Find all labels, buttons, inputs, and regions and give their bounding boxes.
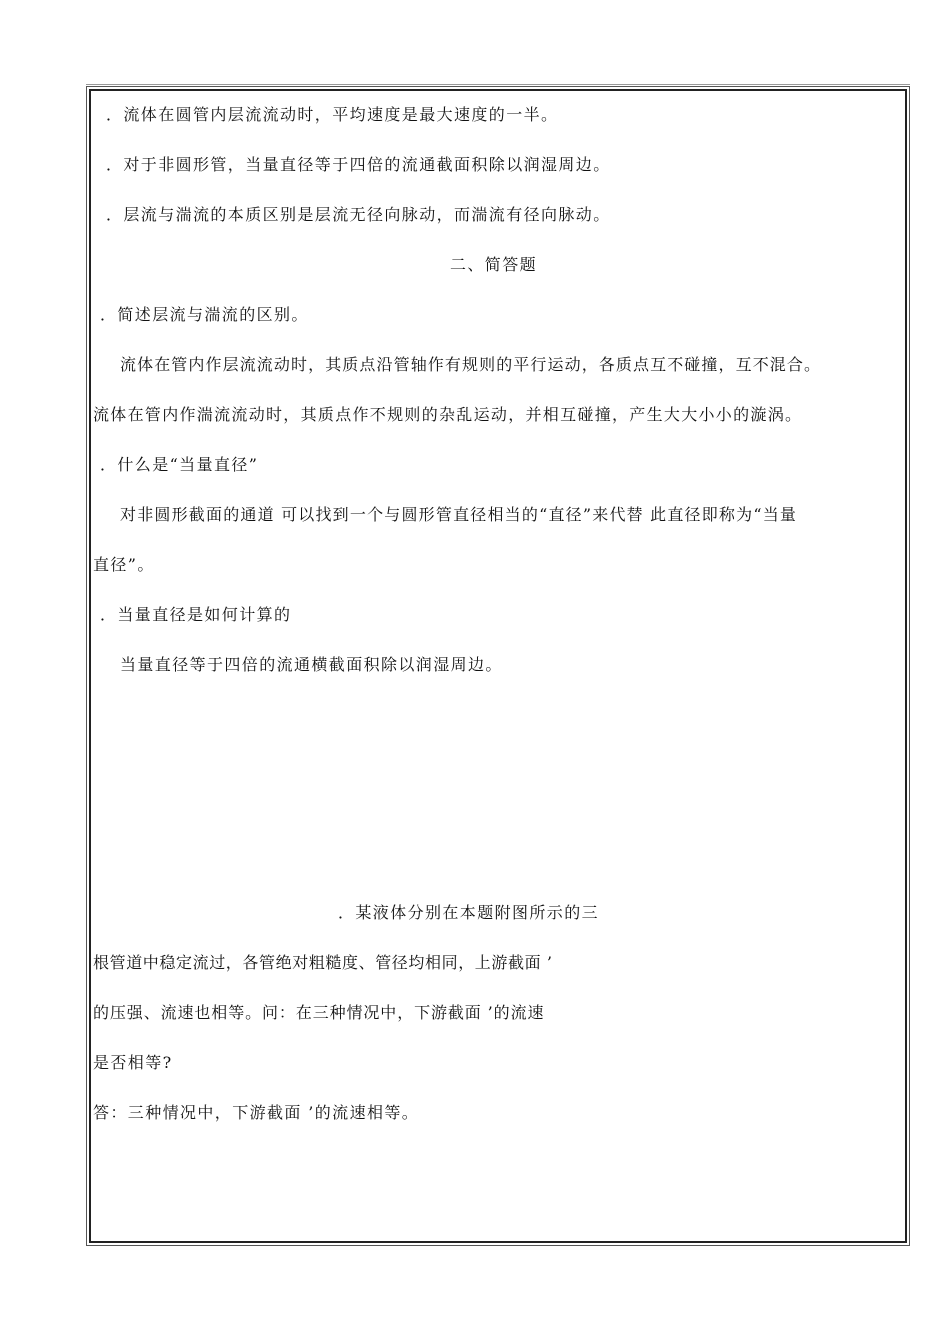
statement-1: ．流体在圆管内层流流动时，平均速度是最大速度的一半。 [106,105,559,124]
answer-2-line-1: 对非圆形截面的通道 可以找到一个与圆形管直径相当的“直径”来代替 此直径即称为“当量 [120,505,798,524]
question-4-line-2: 根管道中稳定流过，各管绝对粗糙度、管径均相同，上游截面 ’ [93,953,553,972]
answer-4: 答：三种情况中，下游截面 ’的流速相等。 [93,1103,420,1122]
statement-2: ．对于非圆形管，当量直径等于四倍的流通截面积除以润湿周边。 [106,155,611,174]
answer-1-line-1: 流体在管内作层流流动时，其质点沿管轴作有规则的平行运动，各质点互不碰撞，互不混合。 [120,355,822,374]
answer-2-line-2: 直径”。 [93,555,155,574]
question-2: ．什么是“当量直径” [100,455,259,474]
top-rule [86,84,910,85]
answer-3: 当量直径等于四倍的流通横截面积除以润湿周边。 [120,655,503,674]
section-title: 二、简答题 [450,255,538,274]
question-4-line-3: 的压强、流速也相等。问：在三种情况中，下游截面 ’的流速 [93,1003,545,1022]
question-3: ．当量直径是如何计算的 [100,605,292,624]
answer-1-line-2: 流体在管内作湍流流动时，其质点作不规则的杂乱运动，并相互碰撞，产生大大小小的漩涡。 [93,405,803,424]
question-4-line-1: ．某液体分别在本题附图所示的三 [338,903,600,922]
question-4-line-4: 是否相等? [93,1053,173,1072]
statement-3: ．层流与湍流的本质区别是层流无径向脉动，而湍流有径向脉动。 [106,205,611,224]
question-1: ．简述层流与湍流的区别。 [100,305,309,324]
